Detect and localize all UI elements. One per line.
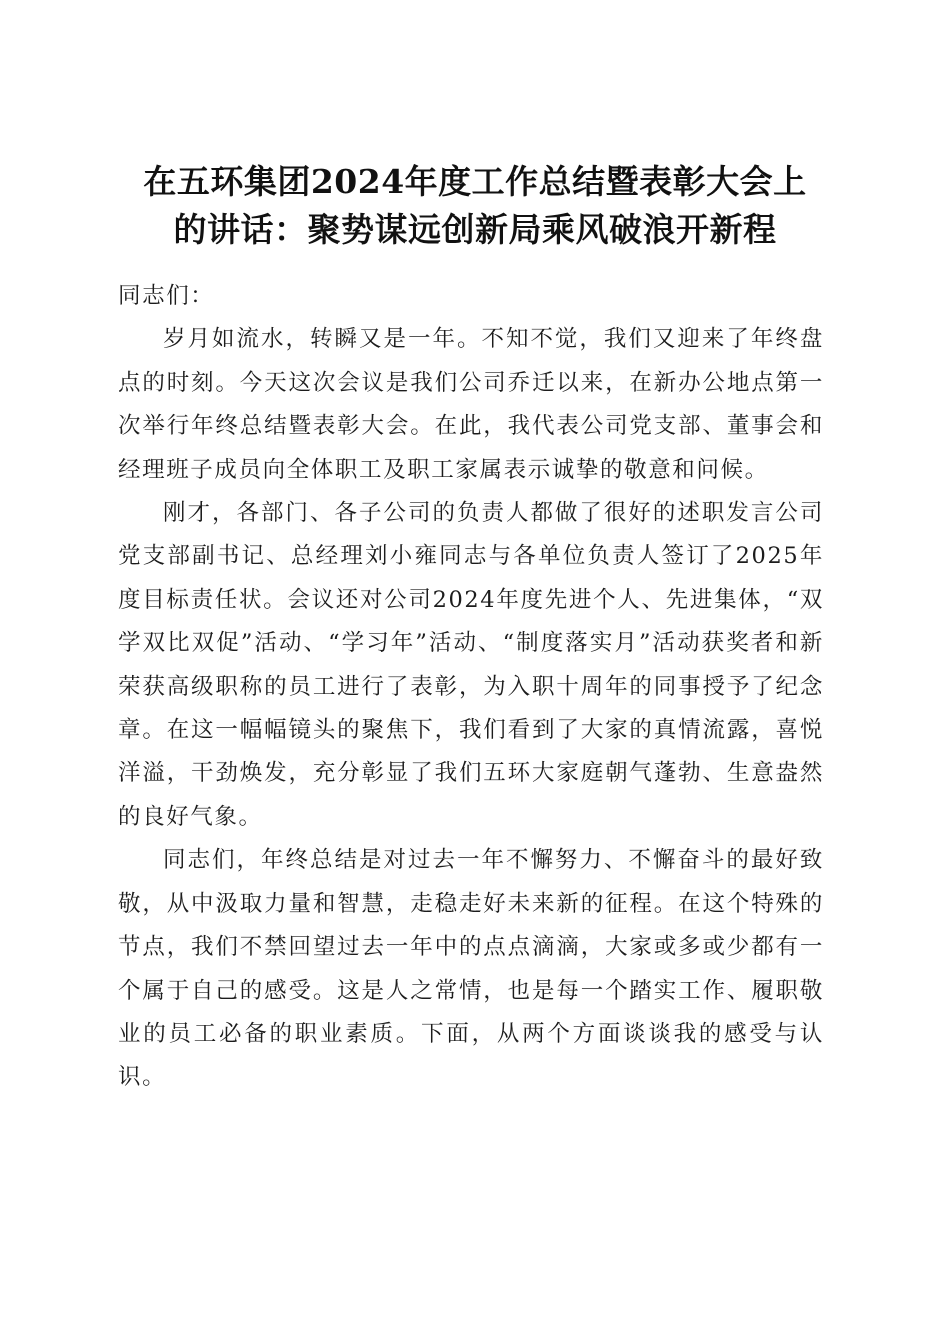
document-title [100, 158, 850, 254]
paragraph-1: 岁月如流水，转瞬又是一年。不知不觉，我们又迎来了年终盘点的时刻。今天这次会议是我们公司乔迁以来，在新办公地点第一次举行年终总结暨表彰大会。在此，我代表公司党支部、董事会和经理班子成员向全体职工及职工家属表示诚挚的敬意和问候。 [118, 326, 824, 483]
paragraph-2: 刚才，各部门、各子公司的负责人都做了很好的述职发言公司党支部副书记、总经理刘小雍同志与各单位负责人签订了2025年度目标责任状。会议还对公司2024年度先进个人、先进集体，“双学双比双促”活动、“学习年”活动、“制度落实月”活动获奖者和新荣获高级职称的员工进行了表彰，为入职十周年的同事授予了纪念章。在这一幅幅镜头的聚焦下，我们看到了大家的真情流露，喜悦洋溢，干劲焕发，充分彰显了我们五环大家庭朝气蓬勃、生意盎然的良好气象。 [118, 500, 824, 830]
title-line-1: 在五环集团2024年度工作总结暨表彰大会上 [143, 162, 807, 202]
salutation: 同志们： [118, 283, 215, 309]
paragraph-3: 同志们，年终总结是对过去一年不懈努力、不懈奋斗的最好致敬，从中汲取力量和智慧，走稳走好未来新的征程。在这个特殊的节点，我们不禁回望过去一年中的点点滴滴，大家或多或少都有一个属于自己的感受。这是人之常情，也是每一个踏实工作、履职敬业的员工必备的职业素质。下面，从两个方面谈谈我的感受与认识。 [118, 847, 824, 1091]
title-line-2: 的讲话：聚势谋远创新局乘风破浪开新程 [173, 210, 777, 250]
document-body [118, 275, 824, 1100]
